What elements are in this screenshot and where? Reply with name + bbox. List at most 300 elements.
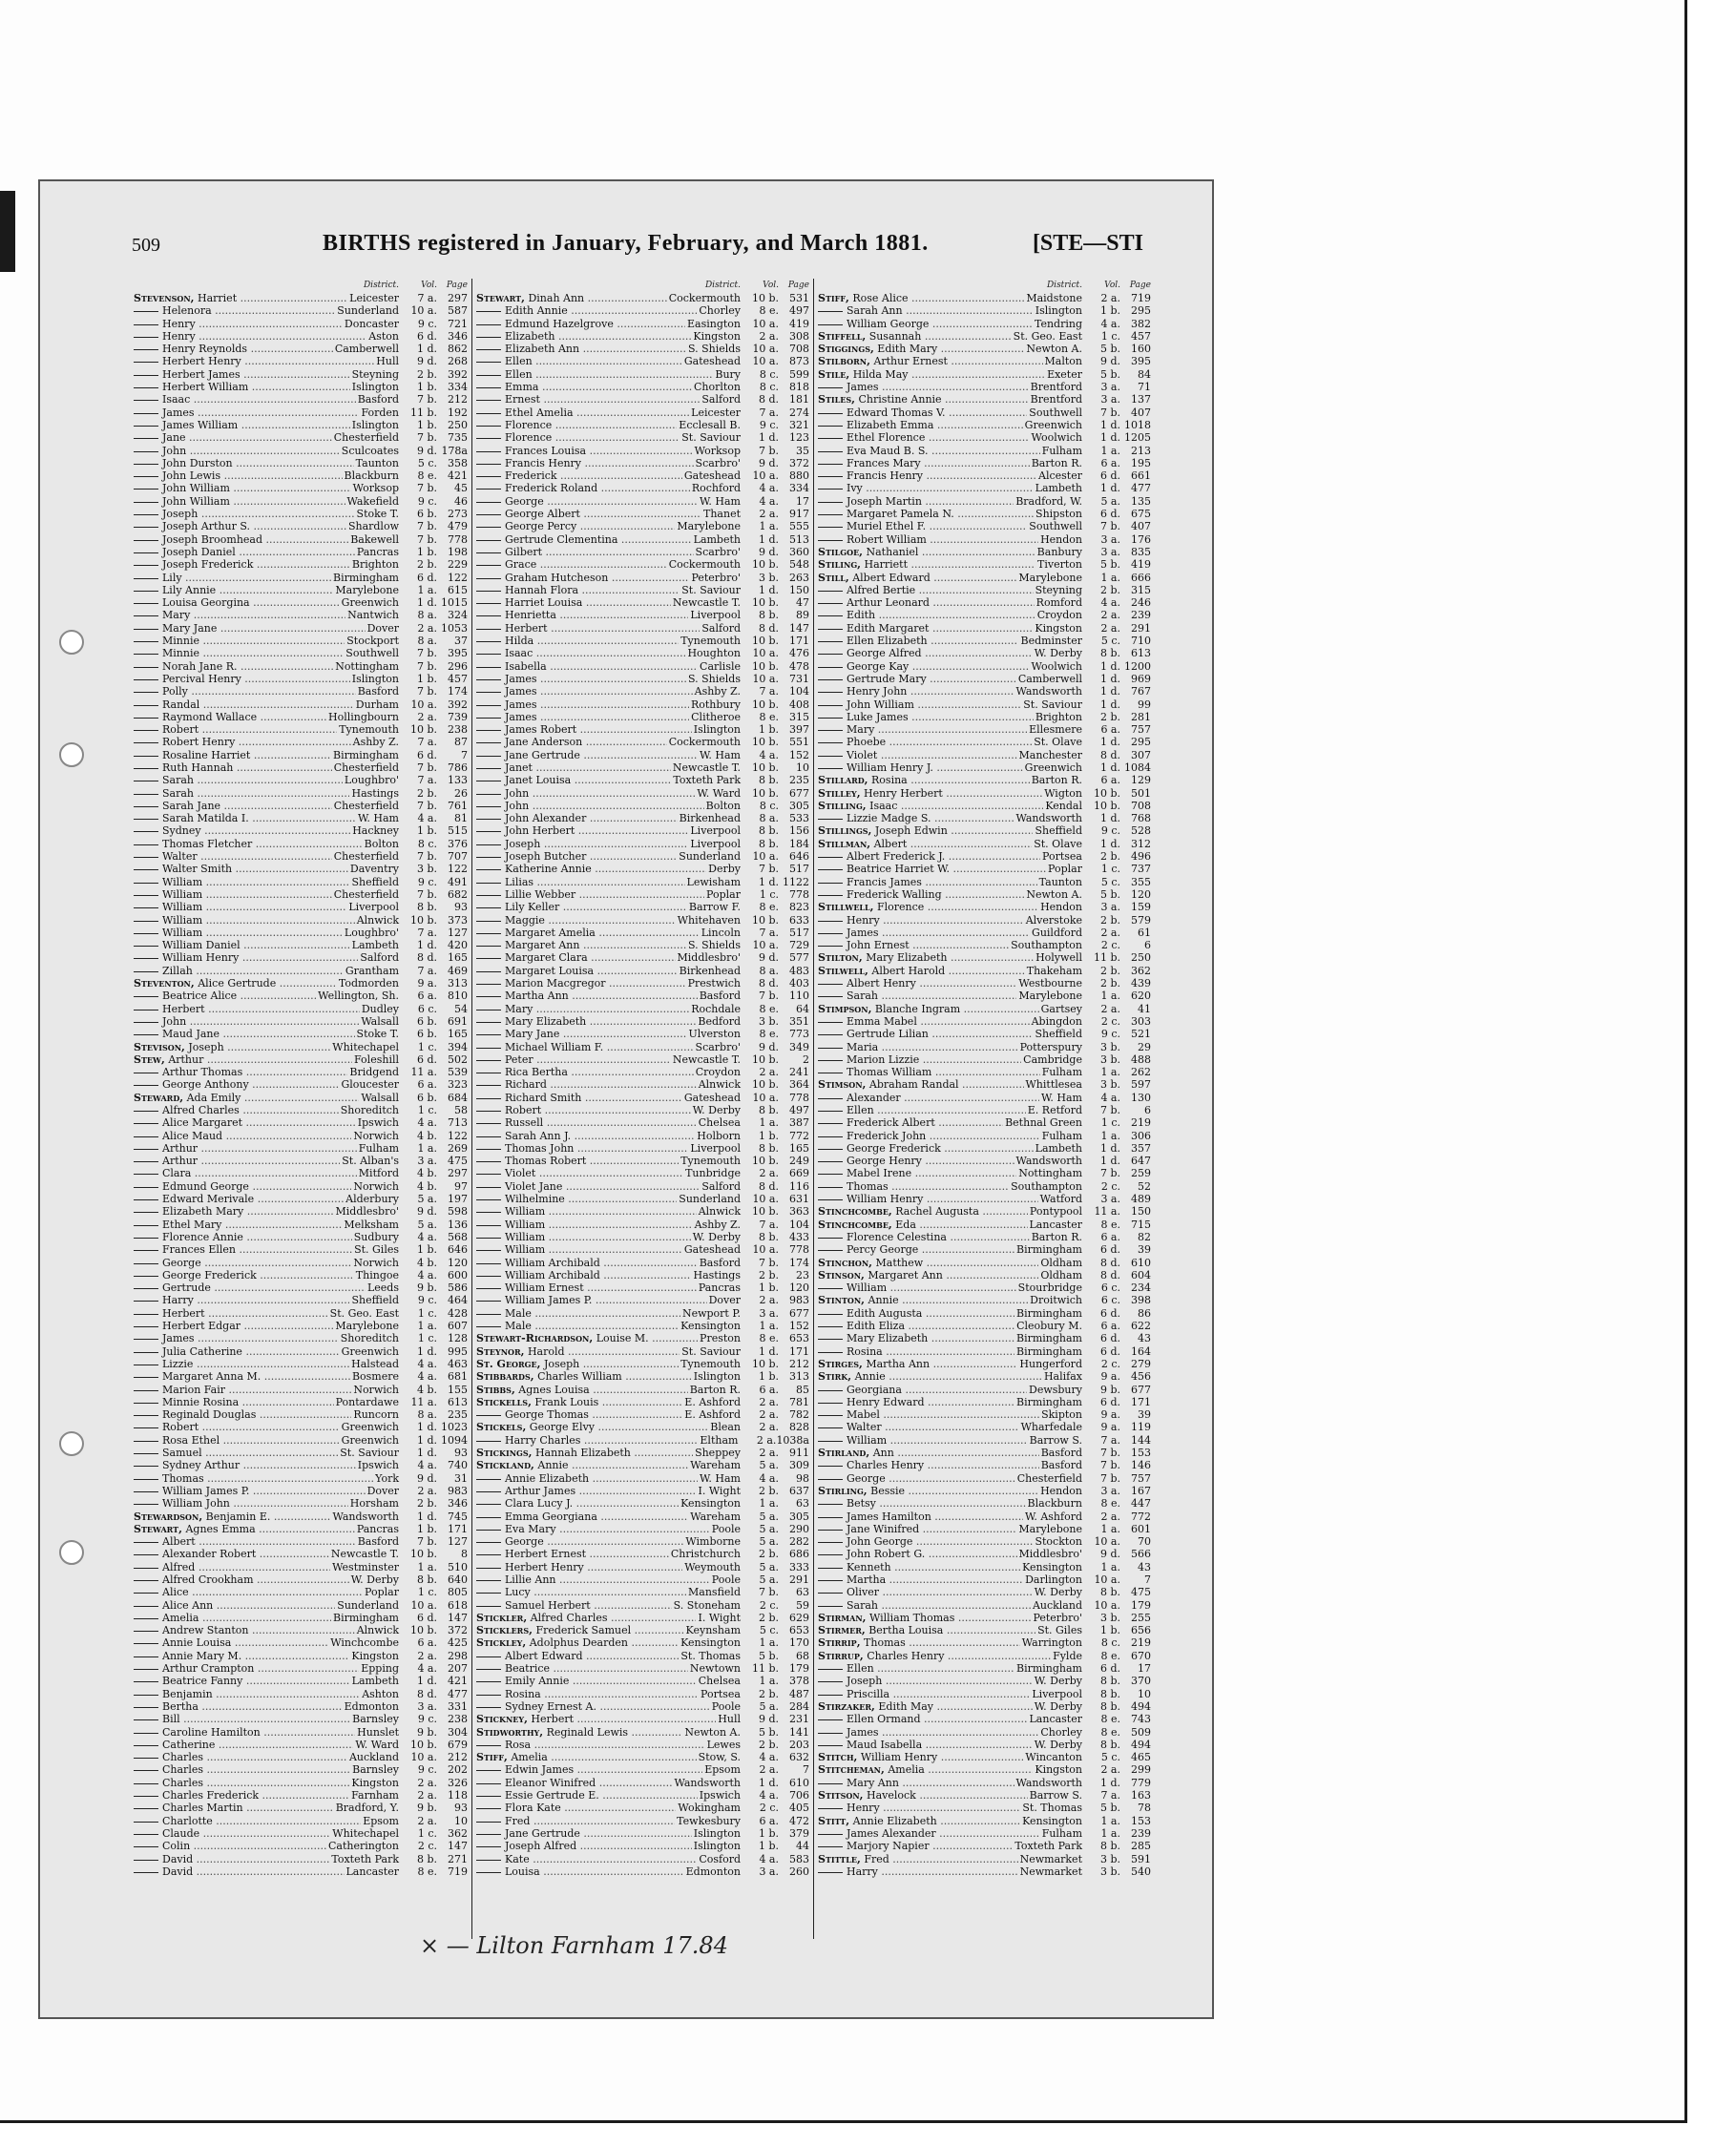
entry-forenames: Claude xyxy=(162,1826,200,1840)
index-entry xyxy=(134,1662,468,1675)
index-entry xyxy=(476,1865,809,1878)
index-entry xyxy=(134,1511,468,1523)
entry-district: Newtown xyxy=(689,1662,741,1676)
entry-volume: 9 c. xyxy=(1100,1028,1120,1041)
entry-page: 513 xyxy=(789,532,809,546)
entry-forenames: Susannah xyxy=(868,329,922,343)
entry-volume: 7 b. xyxy=(416,647,437,660)
entry-name xyxy=(818,787,1042,800)
entry-page: 295 xyxy=(1131,736,1151,749)
entry-page: 395 xyxy=(448,647,468,660)
entry-name xyxy=(818,1586,1033,1598)
entry-name xyxy=(134,1130,351,1142)
entry-volume: 2 a. xyxy=(759,1408,779,1422)
index-entry xyxy=(476,292,809,304)
entry-page: 599 xyxy=(789,367,809,381)
index-entry xyxy=(476,1257,809,1269)
entry-surname: Stickels, xyxy=(476,1421,527,1434)
entry-volume: 7 b. xyxy=(1099,1459,1120,1472)
entry-page: 120 xyxy=(448,1256,468,1269)
entry-page: 610 xyxy=(1131,1256,1151,1269)
entry-district: St. Alban's xyxy=(342,1155,399,1168)
entry-name xyxy=(134,723,337,736)
entry-forenames: Ellen xyxy=(505,367,533,381)
entry-name xyxy=(818,1269,1038,1281)
index-entry xyxy=(476,1535,809,1548)
entry-forenames: Clara xyxy=(162,1167,192,1180)
entry-volume: 6 d. xyxy=(1099,469,1120,483)
entry-forenames: Albert Harold xyxy=(871,964,946,977)
entry-forenames: Sarah xyxy=(847,990,878,1003)
entry-name xyxy=(818,1497,1026,1510)
entry-page: 241 xyxy=(789,1066,809,1079)
entry-volume: 9 b. xyxy=(416,1281,437,1295)
entry-forenames: Lillie Webber xyxy=(505,887,576,901)
entry-district: Gateshead xyxy=(683,469,741,483)
entry-volume: 7 b. xyxy=(1099,1447,1120,1460)
entry-volume: 2 c. xyxy=(417,1840,437,1853)
entry-volume: 5 b. xyxy=(1099,367,1120,381)
entry-page: 334 xyxy=(448,381,468,394)
entry-surname: Stirges, xyxy=(818,1357,863,1370)
entry-page: 269 xyxy=(448,1141,468,1155)
entry-district: Abingdon xyxy=(1031,1014,1082,1028)
entry-district: Newcastle T. xyxy=(672,760,741,774)
entry-district: Aston xyxy=(368,329,399,343)
entry-name xyxy=(818,584,1034,596)
entry-name xyxy=(134,1320,333,1332)
entry-page: 364 xyxy=(789,1078,809,1092)
index-entry xyxy=(818,1307,1151,1320)
entry-page: 629 xyxy=(789,1611,809,1624)
entry-district: Southwell xyxy=(1029,520,1082,533)
entry-surname: Stillard, xyxy=(818,774,868,787)
entry-volume: 2 a. xyxy=(417,1484,437,1497)
entry-volume: 11 a. xyxy=(410,1395,437,1408)
entry-forenames: Emma Mabel xyxy=(847,1014,917,1028)
index-entry xyxy=(476,1713,809,1725)
entry-forenames: Mabel xyxy=(847,1408,880,1422)
entry-volume: 1 a. xyxy=(1100,571,1120,584)
entry-page: 152 xyxy=(789,748,809,761)
entry-volume: 4 b. xyxy=(416,1129,437,1142)
entry-volume: 1 d. xyxy=(1099,1776,1120,1789)
entry-forenames: Harold xyxy=(527,1344,565,1358)
entry-volume: 2 a. xyxy=(759,329,779,343)
entry-district: Basford xyxy=(1040,1447,1082,1460)
entry-forenames: Frances Ellen xyxy=(162,1243,237,1257)
entry-forenames: Herbert xyxy=(505,621,548,635)
entry-name xyxy=(818,927,1030,939)
entry-volume: 4 a. xyxy=(1100,317,1120,330)
index-entry xyxy=(134,1421,468,1433)
entry-surname: Stirk, xyxy=(818,1370,852,1384)
entry-forenames: Maud Isabella xyxy=(847,1738,923,1751)
entry-volume: 5 a. xyxy=(759,1510,779,1523)
entry-page: 373 xyxy=(448,913,468,927)
entry-name xyxy=(476,1815,675,1827)
entry-district: Gateshead xyxy=(683,355,741,368)
index-entry xyxy=(476,951,809,964)
entry-district: Greenwich xyxy=(341,596,399,610)
index-entry xyxy=(818,1269,1151,1281)
entry-page: 87 xyxy=(454,736,468,749)
entry-volume: 2 c. xyxy=(759,1802,779,1815)
entry-forenames: Margaret Ann xyxy=(505,939,580,952)
entry-surname: Stirrup, xyxy=(818,1649,864,1662)
entry-district: W. Derby xyxy=(692,1230,741,1243)
entry-volume: 4 a. xyxy=(759,1471,779,1485)
entry-volume: 10 b. xyxy=(751,1205,779,1219)
entry-volume: 8 b. xyxy=(1099,647,1120,660)
entry-name xyxy=(476,1650,679,1662)
index-entry xyxy=(476,1472,809,1485)
index-entry xyxy=(818,330,1151,343)
entry-page: 39 xyxy=(1138,1408,1151,1422)
entry-forenames: Mary xyxy=(505,1002,533,1015)
entry-page: 118 xyxy=(448,1789,468,1802)
index-entry xyxy=(134,1408,468,1421)
entry-district: Alverstoke xyxy=(1025,913,1082,927)
entry-page: 743 xyxy=(1131,1713,1151,1726)
entry-page: 757 xyxy=(1131,723,1151,737)
entry-name xyxy=(134,660,333,673)
entry-page: 378 xyxy=(789,1675,809,1688)
entry-forenames: William James P. xyxy=(162,1484,250,1497)
entry-volume: 10 a. xyxy=(752,850,779,864)
index-entry xyxy=(818,1751,1151,1763)
entry-page: 263 xyxy=(789,571,809,584)
entry-surname: Stirman, xyxy=(818,1611,867,1624)
entry-page: 170 xyxy=(789,1636,809,1650)
entry-name xyxy=(134,1636,328,1649)
entry-volume: 9 b. xyxy=(416,1725,437,1739)
entry-name xyxy=(134,1688,360,1700)
entry-volume: 3 b. xyxy=(1099,1611,1120,1624)
entry-district: Chesterfield xyxy=(333,760,399,774)
entry-forenames: Herbert xyxy=(162,1306,205,1320)
entry-page: 260 xyxy=(789,1865,809,1878)
entry-volume: 8 b. xyxy=(416,1573,437,1586)
entry-forenames: Charles xyxy=(162,1763,203,1777)
entry-district: Ulverston xyxy=(688,1028,741,1041)
entry-forenames: Lily Keller xyxy=(505,901,560,914)
index-entry xyxy=(818,965,1151,977)
entry-name xyxy=(134,1586,363,1598)
entry-volume: 2 b. xyxy=(1099,583,1120,596)
entry-volume: 9 d. xyxy=(416,444,437,457)
entry-page: 679 xyxy=(448,1738,468,1751)
entry-district: Basford xyxy=(357,393,399,406)
entry-volume: 1 d. xyxy=(758,532,779,546)
entry-name xyxy=(818,520,1027,532)
entry-name xyxy=(134,965,344,977)
index-entry xyxy=(134,1104,468,1116)
entry-page: 136 xyxy=(448,1218,468,1231)
index-entry xyxy=(818,1421,1151,1433)
entry-name xyxy=(818,749,1017,761)
entry-district: Steyning xyxy=(351,367,399,381)
entry-name xyxy=(476,1865,684,1878)
entry-page: 146 xyxy=(1131,1459,1151,1472)
index-entry xyxy=(476,1396,809,1408)
entry-page: 403 xyxy=(789,977,809,990)
index-entry xyxy=(476,1599,809,1612)
entry-district: Tunbridge xyxy=(685,1167,741,1180)
entry-forenames: Marjory Napier xyxy=(847,1840,930,1853)
entry-district: Ashton xyxy=(362,1687,399,1700)
entry-page: 349 xyxy=(789,1040,809,1053)
entry-forenames: Eva Maud B. S. xyxy=(847,444,929,457)
entry-name xyxy=(134,1041,330,1053)
entry-name xyxy=(818,406,1027,419)
index-entry xyxy=(476,1053,809,1066)
entry-surname: Stinchcombe, xyxy=(818,1218,892,1231)
entry-district: Catherington xyxy=(327,1840,399,1853)
entry-volume: 5 a. xyxy=(417,1218,437,1231)
index-entry xyxy=(476,572,809,584)
entry-volume: 8 d. xyxy=(1099,1268,1120,1281)
entry-forenames: Minnie xyxy=(162,647,199,660)
entry-volume: 1 a. xyxy=(1100,1066,1120,1079)
index-entry xyxy=(134,711,468,723)
entry-page: 579 xyxy=(1131,913,1151,927)
entry-volume: 2 a. xyxy=(1100,926,1120,939)
entry-forenames: Reginald Lewis xyxy=(546,1725,629,1739)
entry-name xyxy=(818,292,1024,304)
entry-volume: 5 b. xyxy=(758,1649,779,1662)
entry-district: W. Ham xyxy=(1041,1091,1082,1104)
index-entry xyxy=(134,990,468,1002)
entry-volume: 8 b. xyxy=(1099,1586,1120,1599)
entry-page: 192 xyxy=(448,406,468,419)
entry-name xyxy=(476,1739,705,1751)
entry-name xyxy=(476,1116,697,1129)
index-entry xyxy=(818,1523,1151,1535)
entry-forenames: Bessie xyxy=(870,1484,906,1497)
entry-page: 207 xyxy=(448,1662,468,1676)
index-entry xyxy=(818,1485,1151,1497)
entry-page: 686 xyxy=(789,1548,809,1561)
index-entry xyxy=(818,1739,1151,1751)
entry-forenames: Benjamin xyxy=(162,1687,213,1700)
entry-name xyxy=(818,1092,1039,1104)
index-entry xyxy=(818,1586,1151,1598)
entry-forenames: Georgiana xyxy=(847,1383,902,1396)
entry-page: 10 xyxy=(1138,1687,1151,1700)
index-entry xyxy=(134,1092,468,1104)
index-entry xyxy=(818,1840,1151,1852)
entry-name xyxy=(818,596,1035,609)
entry-district: Alcester xyxy=(1038,469,1082,483)
entry-page: 607 xyxy=(448,1320,468,1333)
entry-volume: 8 e. xyxy=(1100,1713,1120,1726)
entry-forenames: William Thomas xyxy=(869,1611,955,1624)
entry-district: Sunderland xyxy=(679,1193,741,1206)
entry-page: 1094 xyxy=(441,1433,468,1447)
entry-name xyxy=(818,1193,1038,1205)
entry-name xyxy=(476,1294,707,1306)
entry-page: 382 xyxy=(1131,317,1151,330)
entry-name xyxy=(476,927,700,939)
column-header xyxy=(818,279,1151,292)
entry-district: Sunderland xyxy=(337,304,399,318)
entry-page: 291 xyxy=(1131,621,1151,635)
index-entry xyxy=(818,304,1151,317)
index-entry xyxy=(134,1003,468,1015)
entry-district: Wharfedale xyxy=(1020,1421,1082,1434)
entry-volume: 3 a. xyxy=(1100,901,1120,914)
index-entry xyxy=(818,318,1151,330)
entry-name xyxy=(476,723,692,736)
entry-district: Keynsham xyxy=(685,1624,741,1637)
entry-district: Ipswich xyxy=(357,1116,399,1130)
entry-district: Lambeth xyxy=(351,939,399,952)
entry-volume: 10 b. xyxy=(409,1738,437,1751)
entry-page: 2 xyxy=(803,1052,809,1066)
entry-forenames: Rosina xyxy=(871,774,908,787)
entry-name xyxy=(476,304,697,317)
entry-forenames: Sarah xyxy=(162,774,194,787)
entry-volume: 7 b. xyxy=(416,887,437,901)
entry-page: 262 xyxy=(1131,1066,1151,1079)
entry-forenames: Katherine Annie xyxy=(505,863,592,876)
index-entry xyxy=(476,520,809,532)
entry-volume: 6 d. xyxy=(1099,508,1120,521)
entry-district: Newton A. xyxy=(1026,343,1082,356)
entry-district: St. Olave xyxy=(1034,837,1082,850)
entry-district: Greenwich xyxy=(341,1433,399,1447)
index-entry xyxy=(476,1688,809,1700)
entry-district: Chesterfield xyxy=(1016,1471,1082,1485)
page-header: Page xyxy=(1129,281,1151,290)
entry-page: 346 xyxy=(448,329,468,343)
entry-forenames: Joseph xyxy=(162,508,199,521)
entry-list xyxy=(134,292,468,1878)
entry-forenames: William xyxy=(162,913,203,927)
entry-district: Lancaster xyxy=(1029,1218,1082,1231)
entry-name xyxy=(134,495,345,508)
index-entry xyxy=(818,1802,1151,1814)
entry-volume: 8 e. xyxy=(1100,1725,1120,1739)
entry-district: Taunton xyxy=(355,456,399,469)
entry-district: Islington xyxy=(693,723,741,737)
entry-forenames: Essie Gertrude E. xyxy=(505,1789,599,1802)
entry-district: W. Derby xyxy=(1034,1675,1082,1688)
entry-page: 805 xyxy=(448,1586,468,1599)
entry-name xyxy=(134,318,343,330)
entry-name xyxy=(476,355,682,367)
entry-forenames: William xyxy=(162,926,203,939)
entry-name xyxy=(476,660,698,673)
entry-forenames: Martha Ann xyxy=(866,1357,931,1370)
entry-page: 691 xyxy=(448,1014,468,1028)
entry-page: 23 xyxy=(796,1268,809,1281)
index-entry xyxy=(476,469,809,482)
index-entry xyxy=(476,381,809,393)
entry-forenames: Arthur xyxy=(168,1052,204,1066)
entry-district: Gloucester xyxy=(341,1078,399,1092)
entry-name xyxy=(476,1434,698,1447)
index-entry xyxy=(818,698,1151,711)
entry-volume: 1 c. xyxy=(417,1104,437,1116)
entry-forenames: David xyxy=(162,1852,194,1865)
entry-volume: 1 c. xyxy=(417,1586,437,1599)
entry-page: 1122 xyxy=(783,875,809,888)
entry-page: 155 xyxy=(448,1383,468,1396)
entry-page: 78 xyxy=(1138,1802,1151,1815)
entry-volume: 1 a. xyxy=(1100,1826,1120,1840)
entry-district: Pancras xyxy=(356,1522,399,1535)
entry-volume: 2 a. xyxy=(756,1433,777,1447)
entry-page: 568 xyxy=(448,1230,468,1243)
entry-name xyxy=(818,457,1030,469)
entry-district: Newmarket xyxy=(1019,1865,1082,1878)
index-entry xyxy=(476,1853,809,1865)
entry-name xyxy=(818,1726,1038,1739)
index-entry xyxy=(476,1408,809,1421)
entry-district: Newton A. xyxy=(684,1725,741,1739)
entry-name xyxy=(134,304,335,317)
entry-page: 489 xyxy=(1131,1193,1151,1206)
entry-forenames: George xyxy=(505,1535,544,1549)
entry-name xyxy=(134,1739,353,1751)
entry-district: Kensington xyxy=(680,1320,741,1333)
entry-page: 93 xyxy=(454,1802,468,1815)
entry-district: Southampton xyxy=(1011,1179,1082,1193)
index-entry xyxy=(818,1092,1151,1104)
entry-page: 360 xyxy=(789,545,809,558)
entry-forenames: William xyxy=(505,1205,546,1219)
entry-name xyxy=(134,876,349,888)
index-entry xyxy=(818,1281,1151,1294)
entry-name xyxy=(476,457,694,469)
entry-district: Auckland xyxy=(348,1751,399,1764)
entry-district: Hendon xyxy=(1040,532,1082,546)
entry-name xyxy=(476,584,680,596)
entry-volume: 4 b. xyxy=(416,1179,437,1193)
entry-name xyxy=(818,1713,1028,1725)
entry-forenames: Maud Jane xyxy=(162,1028,220,1041)
entry-name xyxy=(476,318,685,330)
entry-district: I. Wight xyxy=(698,1484,741,1497)
index-entry xyxy=(134,393,468,406)
entry-name xyxy=(818,1662,1014,1675)
entry-name xyxy=(476,951,676,964)
entry-district: Fulham xyxy=(1041,1129,1082,1142)
entry-name xyxy=(134,1751,347,1763)
entry-district: Steyning xyxy=(1035,583,1082,596)
entry-forenames: Frances Louisa xyxy=(505,444,587,457)
index-entry xyxy=(134,431,468,444)
entry-forenames: Gertrude Lilian xyxy=(847,1028,929,1041)
index-entry xyxy=(818,1688,1151,1700)
index-entry xyxy=(818,1231,1151,1243)
index-entry xyxy=(476,685,809,698)
index-entry xyxy=(818,990,1151,1002)
index-entry xyxy=(476,1675,809,1687)
entry-surname: Stirmer, xyxy=(818,1624,866,1637)
entry-district: St. Giles xyxy=(354,1243,399,1257)
index-entry xyxy=(476,1726,809,1739)
entry-forenames: John xyxy=(505,786,530,800)
entry-volume: 10 a. xyxy=(1094,1598,1120,1612)
entry-forenames: Frederick xyxy=(505,469,557,483)
index-entry xyxy=(134,876,468,888)
entry-name xyxy=(134,1472,373,1485)
entry-page: 708 xyxy=(789,343,809,356)
entry-page: 487 xyxy=(789,1687,809,1700)
